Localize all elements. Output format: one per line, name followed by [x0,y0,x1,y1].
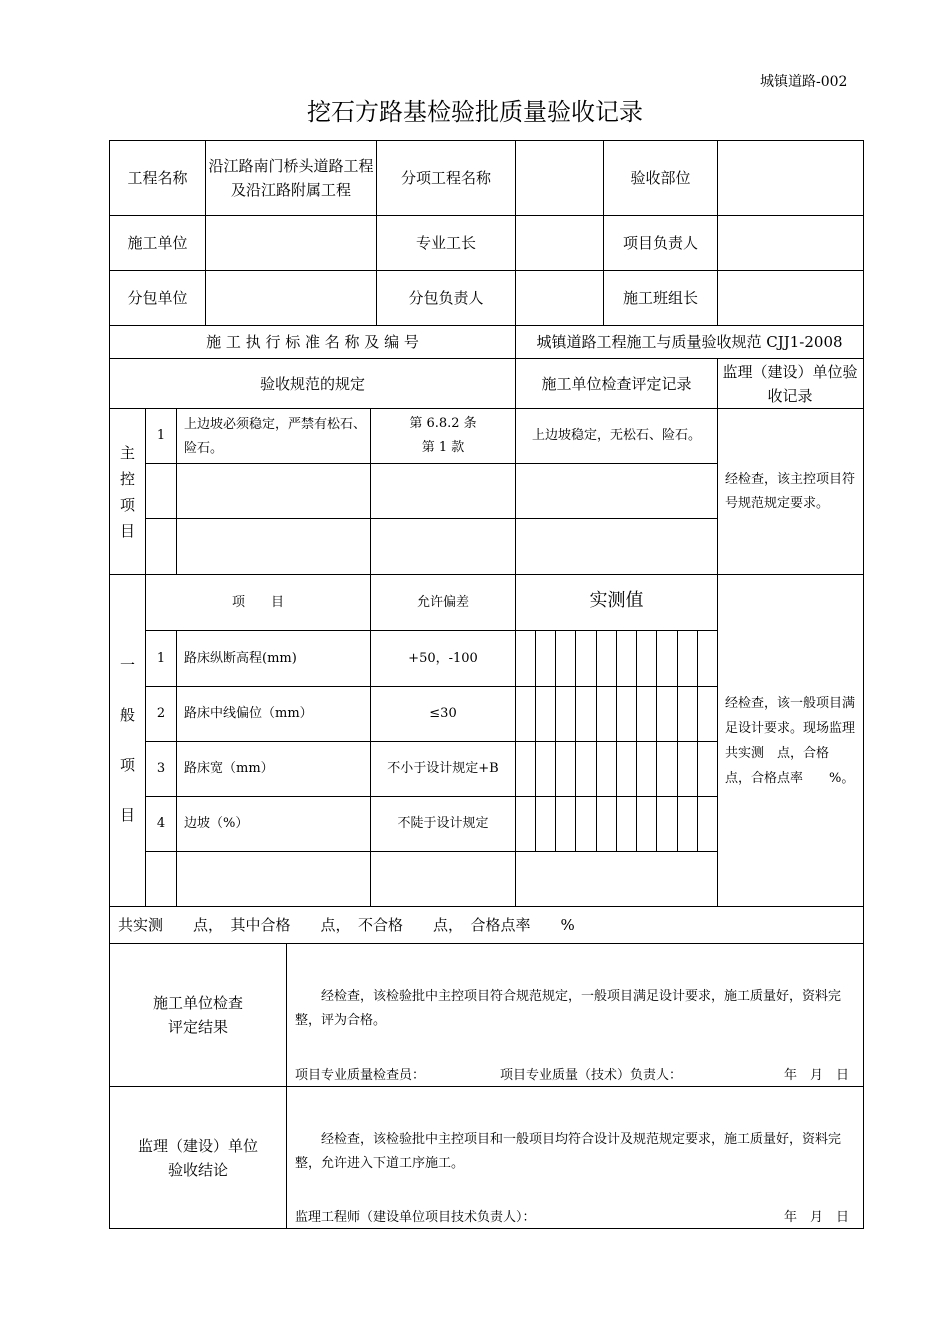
contractor-eval-text[interactable]: 经检查，该检验批中主控项目符合规范规定，一般项目满足设计要求，施工质量好，资料完整，评为合格。 [295,989,842,1028]
project-manager-value[interactable] [718,216,863,270]
standard-value: 城镇道路工程施工与质量验收规范 CJJ1-2008 [536,333,843,351]
general-item-name: 路床中线偏位（mm） [184,706,313,721]
project-name-value: 沿江路南门桥头道路工程及沿江路附属工程 [208,157,374,199]
tech-manager-signature-label: 项目专业质量（技术）负责人： [500,1068,683,1083]
general-item-name: 路床纵断高程(mm) [184,650,297,666]
supervisor-record-header: 监理（建设）单位验收记录 [722,362,858,405]
main-item-no: 1 [156,428,166,443]
subcontractor-label: 分包单位 [127,289,188,307]
team-leader-label: 施工班组长 [622,289,698,307]
supervisor-date-label: 年 月 日 [784,1210,850,1225]
general-label: 一 般 项 目 [119,656,135,824]
general-item-tolerance: 不陡于设计规定 [397,816,489,831]
standard-label: 施 工 执 行 标 准 名 称 及 编 号 [206,333,419,351]
general-item-tolerance: ≤30 [429,706,457,721]
main-item-requirement: 上边坡必须稳定，严禁有松石、险石。 [184,417,367,456]
page-title: 挖石方路基检验批质量验收记录 [307,98,643,126]
contractor-value[interactable] [206,216,376,270]
acceptance-part-label: 验收部位 [630,169,691,187]
team-leader-value[interactable] [718,271,863,325]
general-item-name: 边坡（%） [184,816,249,831]
general-measured-header: 实测值 [589,590,644,611]
general-item-tolerance: +50，-100 [408,650,478,666]
main-control-label: 主 控 项 目 [119,444,135,540]
general-item-no: 3 [156,761,166,776]
sub-project-value[interactable] [516,141,603,215]
general-item-no: 2 [156,706,166,721]
foreman-value[interactable] [516,216,603,270]
sub-manager-label: 分包负责人 [408,289,484,307]
contractor-date-label: 年 月 日 [784,1068,850,1083]
main-item-clause: 第 6.8.2 条 第 1 款 [409,416,477,455]
general-supervisor-result[interactable]: 经检查，该一般项目满足设计要求。现场监理共实测 点，合格 点，合格点率 %。 [725,695,856,786]
general-item-name: 路床宽（mm） [184,761,274,776]
sub-manager-value[interactable] [516,271,603,325]
general-tolerance-header: 允许偏差 [416,594,469,610]
inspector-signature-label: 项目专业质量检查员： [295,1068,426,1083]
general-item-header: 项 目 [231,594,284,610]
contractor-record-header: 施工单位检查评定记录 [541,374,692,393]
general-item-tolerance: 不小于设计规定+B [387,761,499,776]
spec-column-header: 验收规范的规定 [259,374,365,393]
summary-row: 共实测 点， 其中合格 点， 不合格 点， 合格点率 % [118,916,575,934]
main-supervisor-result[interactable]: 经检查，该主控项目符号规范规定要求。 [725,471,856,511]
supervisor-engineer-signature-label: 监理工程师（建设单位项目技术负责人）： [295,1210,536,1225]
contractor-label: 施工单位 [127,234,188,252]
sub-project-label: 分项工程名称 [400,169,491,187]
subcontractor-value[interactable] [206,271,376,325]
document-code: 城镇道路-002 [760,74,848,90]
main-item-check[interactable]: 上边坡稳定，无松石、险石。 [531,428,701,443]
contractor-eval-label: 施工单位检查 评定结果 [152,994,243,1036]
general-item-no: 4 [156,816,166,831]
general-item-no: 1 [156,650,166,666]
supervisor-conclusion-text[interactable]: 经检查，该检验批中主控项目和一般项目均符合设计及规范规定要求，施工质量好，资料完整，允许进入下道工序施工。 [295,1132,842,1171]
project-name-label: 工程名称 [127,169,188,187]
supervisor-conclusion-label: 监理（建设）单位 验收结论 [137,1136,258,1179]
foreman-label: 专业工长 [415,234,476,252]
project-manager-label: 项目负责人 [622,234,698,252]
acceptance-part-value[interactable] [718,141,863,215]
